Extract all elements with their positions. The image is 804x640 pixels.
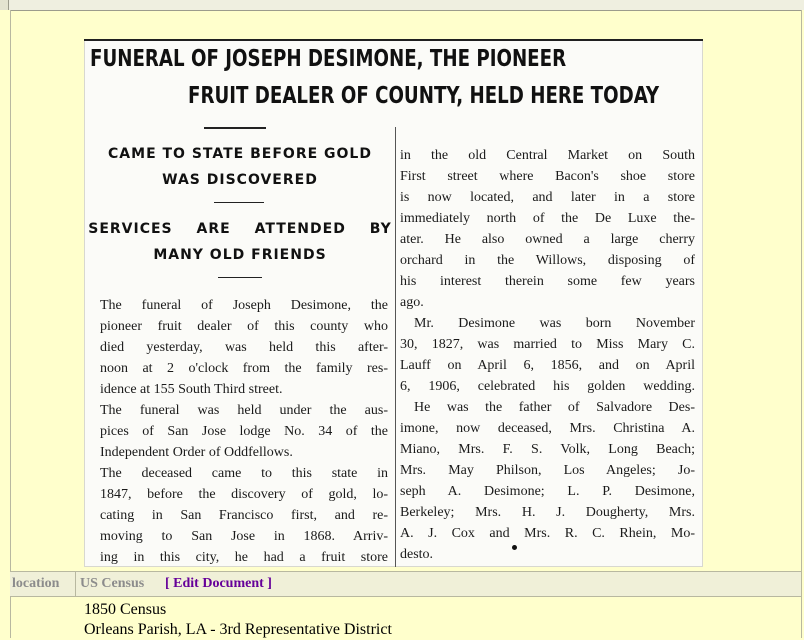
column-divider bbox=[395, 127, 396, 567]
text-line: pices of San Jose lodge No. 34 of the bbox=[100, 424, 388, 439]
census-year: 1850 Census bbox=[84, 601, 167, 618]
scan-edge bbox=[84, 39, 703, 41]
text-line: moving to San Jose in 1868. Arriv- bbox=[100, 529, 388, 544]
location-label[interactable]: location bbox=[12, 576, 60, 591]
text-line: pioneer fruit dealer of this county who bbox=[100, 319, 388, 334]
text-line: his interest therein some few years bbox=[400, 274, 695, 289]
text-line: ater. He also owned a large cherry bbox=[400, 232, 695, 247]
text-line: immediately north of the De Luxe the- bbox=[400, 211, 695, 226]
text-line: imone, now deceased, Mrs. Christina A. bbox=[400, 421, 695, 436]
subhead-second bbox=[88, 216, 392, 268]
text-line: ago. bbox=[400, 295, 424, 310]
text-line: Miano, Mrs. F. S. Volk, Long Beach; bbox=[400, 442, 695, 457]
text-line: 6, 1906, celebrated his golden wedding. bbox=[400, 379, 695, 394]
text-line: Mr. Desimone was born November bbox=[414, 316, 695, 331]
text-line: died yesterday, was held this after- bbox=[100, 340, 388, 355]
text-line: 1847, before the discovery of gold, lo- bbox=[100, 487, 388, 502]
rule-lower bbox=[218, 277, 262, 278]
text-line: The funeral of Joseph Desimone, the bbox=[100, 298, 388, 313]
subhead-first bbox=[88, 141, 392, 193]
text-line: 30, 1827, was married to Miss Mary C. bbox=[400, 337, 695, 352]
text-line: The funeral was held under the aus- bbox=[100, 403, 388, 418]
left-frame-border bbox=[0, 10, 11, 638]
text-line: idence at 155 South Third street. bbox=[100, 382, 283, 397]
toolbar-separator bbox=[75, 572, 76, 596]
tab-edge bbox=[0, 0, 9, 10]
subhead-first-line-2: WAS DISCOVERED bbox=[162, 172, 318, 188]
headline-line-1: FUNERAL OF JOSEPH DESIMONE, THE PIONEER bbox=[90, 46, 567, 72]
text-line: noon at 2 o'clock from the family res- bbox=[100, 361, 388, 376]
rule-top bbox=[204, 127, 266, 129]
text-line: Mrs. May Philson, Los Angeles; Jo- bbox=[400, 463, 695, 478]
text-line: First street where Bacon's shoe store bbox=[400, 169, 695, 184]
text-line: is now located, and later in a store bbox=[400, 190, 695, 205]
text-line: in the old Central Market on South bbox=[400, 148, 695, 163]
edit-document-link[interactable]: [ Edit Document ] bbox=[165, 576, 272, 591]
census-info bbox=[84, 600, 392, 640]
text-line: seph A. Desimone; L. P. Desimone, bbox=[400, 484, 695, 499]
text-line: cating in San Francisco first, and re- bbox=[100, 508, 388, 523]
us-census-label[interactable]: US Census bbox=[80, 576, 145, 591]
document-toolbar bbox=[10, 571, 801, 597]
left-column-text bbox=[100, 295, 388, 567]
ink-spot bbox=[512, 545, 517, 550]
text-line: Lauff on April 6, 1856, and on April bbox=[400, 358, 695, 373]
text-line: Berkeley; Mrs. H. J. Dougherty, Mrs. bbox=[400, 505, 695, 520]
text-line: The deceased came to this state in bbox=[100, 466, 388, 481]
text-line: desto. bbox=[400, 547, 434, 562]
subhead-second-line-2: MANY OLD FRIENDS bbox=[153, 247, 327, 263]
rule-mid bbox=[214, 202, 264, 203]
newspaper-clipping-image bbox=[84, 39, 703, 567]
page-top-strip bbox=[0, 0, 804, 11]
text-line: ing in this city, he had a fruit store bbox=[100, 550, 388, 565]
text-line: He was the father of Salvadore Des- bbox=[414, 400, 695, 415]
text-line: Independent Order of Oddfellows. bbox=[100, 445, 293, 460]
census-place: Orleans Parish, LA - 3rd Representative District bbox=[84, 621, 392, 638]
headline-line-2: FRUIT DEALER OF COUNTY, HELD HERE TODAY bbox=[188, 83, 660, 109]
right-column-text bbox=[400, 145, 695, 565]
subhead-second-line-1: SERVICES ARE ATTENDED BY bbox=[88, 221, 392, 237]
text-line: A. J. Cox and Mrs. R. C. Rhein, Mo- bbox=[400, 526, 695, 541]
subhead-first-line-1: CAME TO STATE BEFORE GOLD bbox=[108, 146, 372, 162]
text-line: orchard in the Willows, disposing of bbox=[400, 253, 695, 268]
